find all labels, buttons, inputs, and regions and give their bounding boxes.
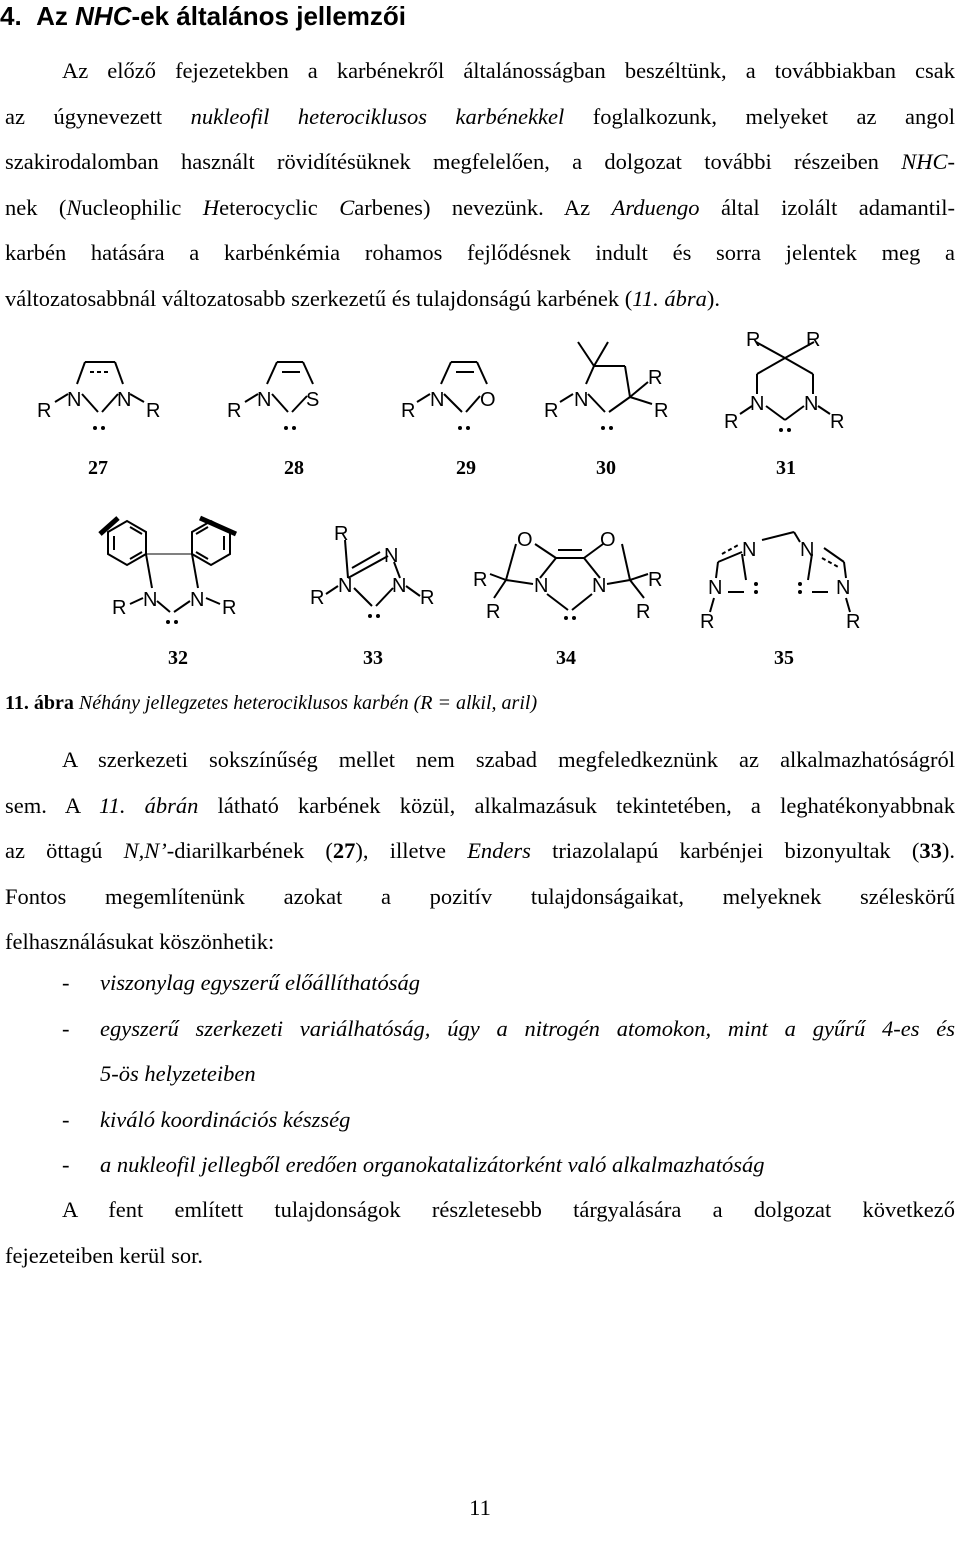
figure-caption (5, 688, 537, 718)
compound-label-27: 27 (88, 457, 108, 479)
structure-28 (245, 362, 313, 412)
heading-acronym: NHC (75, 1, 132, 31)
atom-n: N (750, 393, 765, 415)
intro-line-5: karbén hatására a karbénkémia rohamos fejlődésnek indult és sorra jelentek meg a (5, 240, 955, 265)
list-item: - a nukleofil jellegből eredően organokatalizátorként való alkalmazhatóság (62, 1152, 765, 1177)
structure-34 (490, 544, 648, 610)
atom-n: N (117, 389, 132, 411)
atom-r: R (37, 400, 52, 422)
atom-r: R (222, 597, 237, 619)
atom-n: N (804, 393, 819, 415)
atom-r: R (420, 587, 435, 609)
atom-r: R (146, 400, 161, 422)
compound-label-28: 28 (284, 457, 304, 479)
applicability-line-2: sem. A 11. ábrán látható karbének közül, alkalmazásuk tekintetében, a leghatékonyabbnak (5, 792, 956, 818)
atom-r: R (654, 400, 669, 422)
atom-n: N (338, 575, 353, 597)
compound-label-29: 29 (456, 457, 476, 479)
list-item: - viszonylag egyszerű előállíthatóság (62, 970, 420, 995)
applicability-line-1: A szerkezeti sokszínűség mellet nem szabad megfeledkeznünk az alkalmazhatóságról (62, 747, 955, 772)
atom-r: R (334, 523, 349, 545)
intro-paragraph (5, 48, 955, 321)
figure-caption-label: 11. ábra (5, 692, 74, 714)
atom-r: R (473, 569, 488, 591)
applicability-line-3: az öttagú N,N’-diarilkarbének (27), illetve Enders triazolalapú karbénjei bizonyultak (33). (5, 838, 956, 863)
compound-label-35: 35 (774, 647, 794, 669)
atom-r: R (724, 411, 739, 433)
atom-n: N (592, 575, 607, 597)
atom-n: N (143, 589, 158, 611)
atom-r: R (544, 400, 559, 422)
carbene-structures-figure (0, 322, 960, 692)
closing-line-1: A fent említett tulajdonságok részletesebb tárgyalására a dolgozat következő (62, 1197, 955, 1222)
atom-o: O (480, 389, 496, 411)
applicability-line-4: Fontos megemlítenünk azokat a pozitív tulajdonságaikat, melyeknek széleskörű (5, 883, 955, 909)
atom-r: R (112, 597, 127, 619)
atom-n: N (430, 389, 445, 411)
intro-line-2: az úgynevezett nukleofil heterociklusos karbénekkel foglalkozunk, melyeket az angol (5, 103, 955, 129)
atom-n: N (836, 577, 851, 599)
atom-r: R (700, 611, 715, 633)
atom-n: N (190, 589, 205, 611)
heading-suffix: -ek általános jellemzői (131, 1, 407, 31)
compound-label-34: 34 (556, 647, 576, 669)
closing-paragraph (5, 1187, 955, 1278)
properties-list (5, 960, 955, 1188)
closing-line-2: fejezeteiben kerül sor. (5, 1242, 204, 1268)
atom-n: N (534, 575, 549, 597)
compound-label-31: 31 (776, 457, 796, 479)
atom-r: R (830, 411, 845, 433)
compound-label-32: 32 (168, 647, 188, 669)
atom-r: R (636, 601, 651, 623)
compound-label-33: 33 (363, 647, 383, 669)
list-item: - egyszerű szerkezeti variálhatóság, úgy a nitrogén atomokon, mint a gyűrű 4-es és 5-ös helyzeteiben (62, 1015, 955, 1086)
atom-r: R (648, 569, 663, 591)
atom-r: R (310, 587, 325, 609)
intro-line-1: Az előző fejezetekben a karbénekről általánosságban beszéltünk, a továbbiakban csak (62, 58, 955, 83)
compound-label-30: 30 (596, 457, 616, 479)
atom-n: N (800, 539, 815, 561)
atom-s: S (306, 389, 320, 411)
atom-n: N (708, 577, 723, 599)
list-item: - kiváló koordinációs készség (62, 1106, 351, 1132)
atom-n: N (742, 539, 757, 561)
page-number: 11 (469, 1495, 491, 1520)
atom-o: O (600, 529, 616, 551)
atom-o: O (517, 529, 533, 551)
heading-prefix: Az (36, 1, 76, 31)
atom-n: N (257, 389, 272, 411)
structure-29 (417, 362, 487, 412)
intro-line-4: nek (Nucleophilic Heterocyclic Carbenes) nevezünk. Az Arduengo által izolált adamantil- (5, 194, 955, 220)
atom-r: R (806, 329, 821, 351)
applicability-line-5: felhasználásukat köszönhetik: (5, 929, 275, 954)
atom-n: N (574, 389, 589, 411)
figure-caption-text: Néhány jellegzetes heterociklusos karbén (R = alkil, aril) (73, 692, 538, 714)
section-heading (0, 0, 406, 32)
atom-n: N (392, 575, 407, 597)
atom-n: N (384, 545, 399, 567)
intro-line-3: szakirodalomban használt rövidítésüknek megfelelően, a dolgozat további részeiben NHC- (5, 149, 955, 174)
atom-r: R (227, 400, 242, 422)
atom-r: R (401, 400, 416, 422)
atom-r: R (846, 611, 861, 633)
applicability-paragraph (5, 737, 955, 965)
section-number: 4. (0, 1, 22, 31)
atom-n: N (67, 389, 82, 411)
structure-35 (710, 532, 850, 612)
atom-r: R (486, 601, 501, 623)
atom-r: R (648, 367, 663, 389)
intro-line-6: változatosabbnál változatosabb szerkezetű és tulajdonságú karbének (11. ábra). (5, 285, 720, 311)
atom-r: R (746, 329, 761, 351)
